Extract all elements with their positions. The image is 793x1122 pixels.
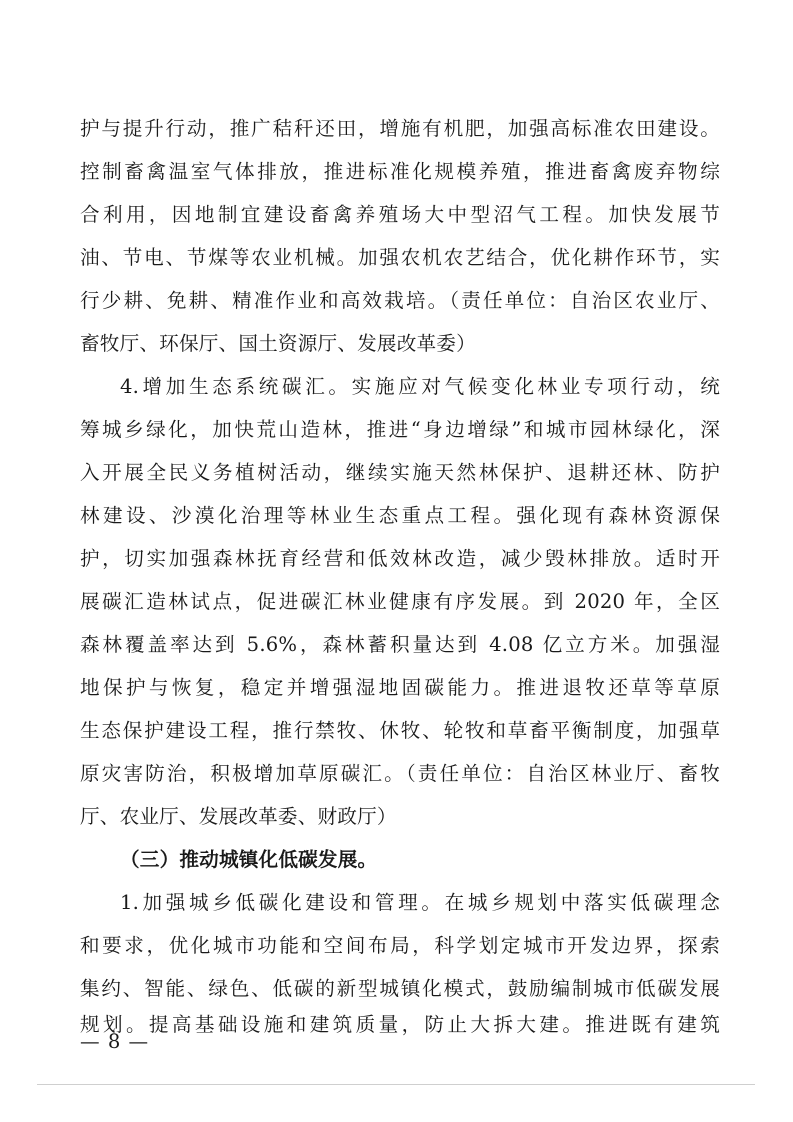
body-text-line: 入开展全民义务植树活动，继续实施天然林保护、退耕还林、防护	[80, 461, 720, 484]
paragraph-start-line: 1.加强城乡低碳化建设和管理。在城乡规划中落实低碳理念	[120, 891, 720, 914]
body-text-line: 和要求，优化城市功能和空间布局，科学划定城市开发边界，探索	[80, 934, 720, 957]
body-text-line: 集约、智能、绿色、低碳的新型城镇化模式，鼓励编制城市低碳发展	[80, 977, 720, 1000]
body-text-line: 规划。提高基础设施和建筑质量，防止大拆大建。推进既有建筑	[80, 1013, 720, 1036]
body-text-line: 生态保护建设工程，推行禁牧、休牧、轮牧和草畜平衡制度，加强草	[80, 719, 720, 742]
body-text-line: 油、节电、节煤等农业机械。加强农机农艺结合，优化耕作环节，实	[80, 246, 720, 269]
page-number: — 8 —	[80, 1030, 150, 1053]
body-text-line: 畜牧厅、环保厅、国土资源厅、发展改革委）	[80, 332, 476, 355]
body-text-line: 厅、农业厅、发展改革委、财政厅）	[80, 805, 397, 828]
footer-divider	[37, 1084, 755, 1085]
body-text-line: 原灾害防治，积极增加草原碳汇。（责任单位：自治区林业厅、畜牧	[80, 762, 720, 785]
body-text-line: 行少耕、免耕、精准作业和高效栽培。（责任单位：自治区农业厅、	[80, 289, 720, 312]
body-text-line: 合利用，因地制宜建设畜禽养殖场大中型沼气工程。加快发展节	[80, 203, 720, 226]
body-text-line: 森林覆盖率达到 5.6%，森林蓄积量达到 4.08 亿立方米。加强湿	[80, 633, 720, 656]
body-text-line: 筹城乡绿化，加快荒山造林，推进“身边增绿”和城市园林绿化，深	[80, 418, 720, 441]
paragraph-start-line: 4.增加生态系统碳汇。实施应对气候变化林业专项行动，统	[120, 375, 720, 398]
body-text-line: 展碳汇造林试点，促进碳汇林业健康有序发展。到 2020 年，全区	[80, 590, 720, 613]
section-heading: （三）推动城镇化低碳发展。	[120, 848, 378, 871]
body-text-line: 护，切实加强森林抚育经营和低效林改造，减少毁林排放。适时开	[80, 547, 720, 570]
body-text-line: 护与提升行动，推广秸秆还田，增施有机肥，加强高标准农田建设。	[80, 117, 720, 140]
body-text-line: 地保护与恢复，稳定并增强湿地固碳能力。推进退牧还草等草原	[80, 676, 720, 699]
body-text-line: 控制畜禽温室气体排放，推进标准化规模养殖，推进畜禽废弃物综	[80, 160, 720, 183]
body-text-line: 林建设、沙漠化治理等林业生态重点工程。强化现有森林资源保	[80, 504, 720, 527]
